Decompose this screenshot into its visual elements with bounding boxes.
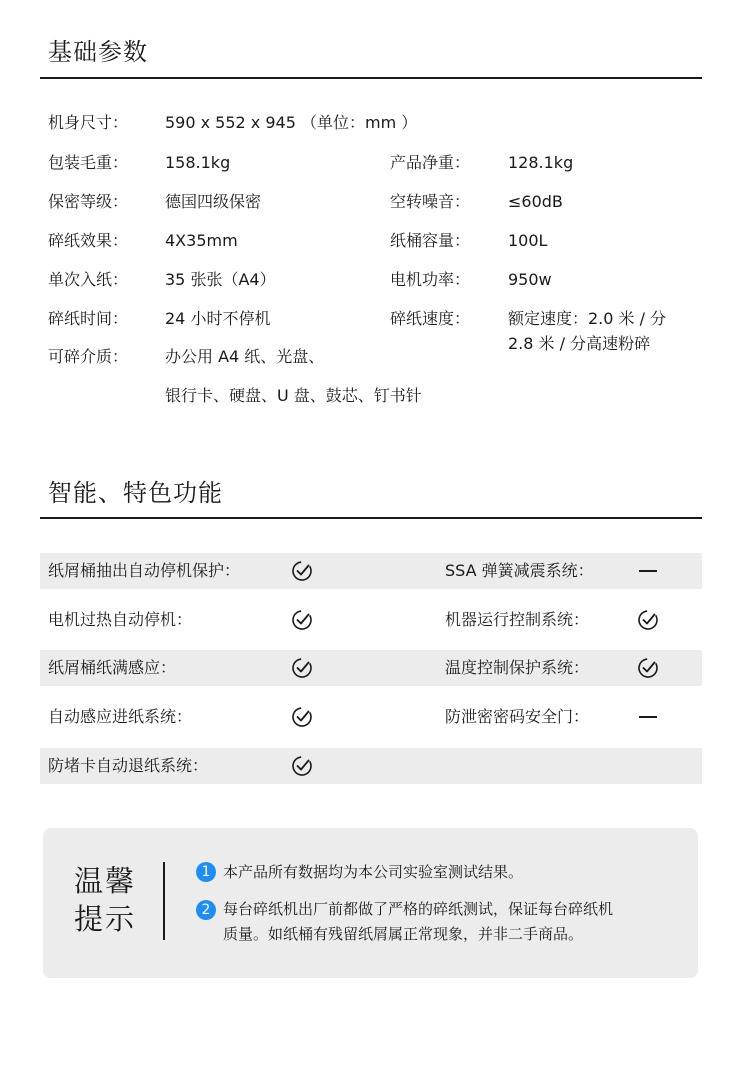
- feature-label: 温度控制保护系统：: [445, 658, 590, 677]
- tip-number-badge: 1: [196, 862, 216, 882]
- spec-value: 4X35mm: [165, 231, 238, 250]
- spec-value: 2.8 米 / 分高速粉碎: [508, 334, 651, 353]
- check-icon: [637, 609, 659, 631]
- spec-label: 空转噪音：: [390, 192, 471, 211]
- check-icon: [291, 609, 313, 631]
- spec-label-media: 可碎介质：: [48, 347, 129, 366]
- spec-value-media: 办公用 A4 纸、光盘、: [165, 347, 325, 366]
- feature-label: 防堵卡自动退纸系统：: [48, 756, 209, 775]
- tip-divider: [163, 862, 165, 940]
- feature-label: 自动感应进纸系统：: [48, 707, 193, 726]
- spec-value: 158.1kg: [165, 153, 231, 172]
- tip-title-line: 提示: [74, 902, 137, 936]
- spec-value: 950w: [508, 270, 552, 289]
- feature-label: SSA 弹簧减震系统：: [445, 561, 594, 580]
- check-icon: [291, 560, 313, 582]
- feature-label: 纸屑桶纸满感应：: [48, 658, 177, 677]
- check-icon: [291, 706, 313, 728]
- feature-label: 防泄密密码安全门：: [445, 707, 590, 726]
- feature-label: 电机过热自动停机：: [48, 610, 193, 629]
- spec-value: 额定速度：2.0 米 / 分: [508, 309, 667, 328]
- spec-value: 100L: [508, 231, 548, 250]
- tip-text: 每台碎纸机出厂前都做了严格的碎纸测试，保证每台碎纸机: [223, 900, 614, 918]
- feature-label: 机器运行控制系统：: [445, 610, 590, 629]
- check-icon: [291, 657, 313, 679]
- spec-value: ≤60dB: [508, 192, 563, 211]
- section-divider: [40, 77, 702, 79]
- spec-value: 128.1kg: [508, 153, 574, 172]
- spec-label: 产品净重：: [390, 153, 471, 172]
- spec-label: 碎纸时间：: [48, 309, 129, 328]
- spec-label: 保密等级：: [48, 192, 129, 211]
- tip-title-line: 温馨: [74, 864, 137, 898]
- spec-value: 德国四级保密: [165, 192, 262, 211]
- spec-value-media: 银行卡、硬盘、U 盘、鼓芯、钉书针: [165, 386, 422, 405]
- tip-text: 质量。如纸桶有残留纸屑属正常现象，并非二手商品。: [223, 925, 584, 943]
- spec-value: 35 张张（A4）: [165, 270, 276, 289]
- spec-label: 纸桶容量：: [390, 231, 471, 250]
- tip-text: 本产品所有数据均为本公司实验室测试结果。: [223, 863, 524, 881]
- spec-label: 包装毛重：: [48, 153, 129, 172]
- spec-label-dimensions: 机身尺寸：: [48, 113, 129, 132]
- spec-value: 24 小时不停机: [165, 309, 271, 328]
- check-icon: [637, 657, 659, 679]
- tip-number-badge: 2: [196, 900, 216, 920]
- dash-icon: [639, 716, 657, 718]
- check-icon: [291, 755, 313, 777]
- spec-value-dimensions: 590 x 552 x 945 （单位：mm ）: [165, 113, 418, 132]
- section-title-features: 智能、特色功能: [48, 479, 223, 507]
- spec-label: 碎纸效果：: [48, 231, 129, 250]
- feature-label: 纸屑桶抽出自动停机保护：: [48, 561, 241, 580]
- spec-label: 单次入纸：: [48, 270, 129, 289]
- spec-label: 电机功率：: [390, 270, 471, 289]
- dash-icon: [639, 570, 657, 572]
- section-title-basic: 基础参数: [48, 38, 148, 66]
- section-divider: [40, 517, 702, 519]
- spec-label: 碎纸速度：: [390, 309, 471, 328]
- tip-title: [74, 862, 138, 938]
